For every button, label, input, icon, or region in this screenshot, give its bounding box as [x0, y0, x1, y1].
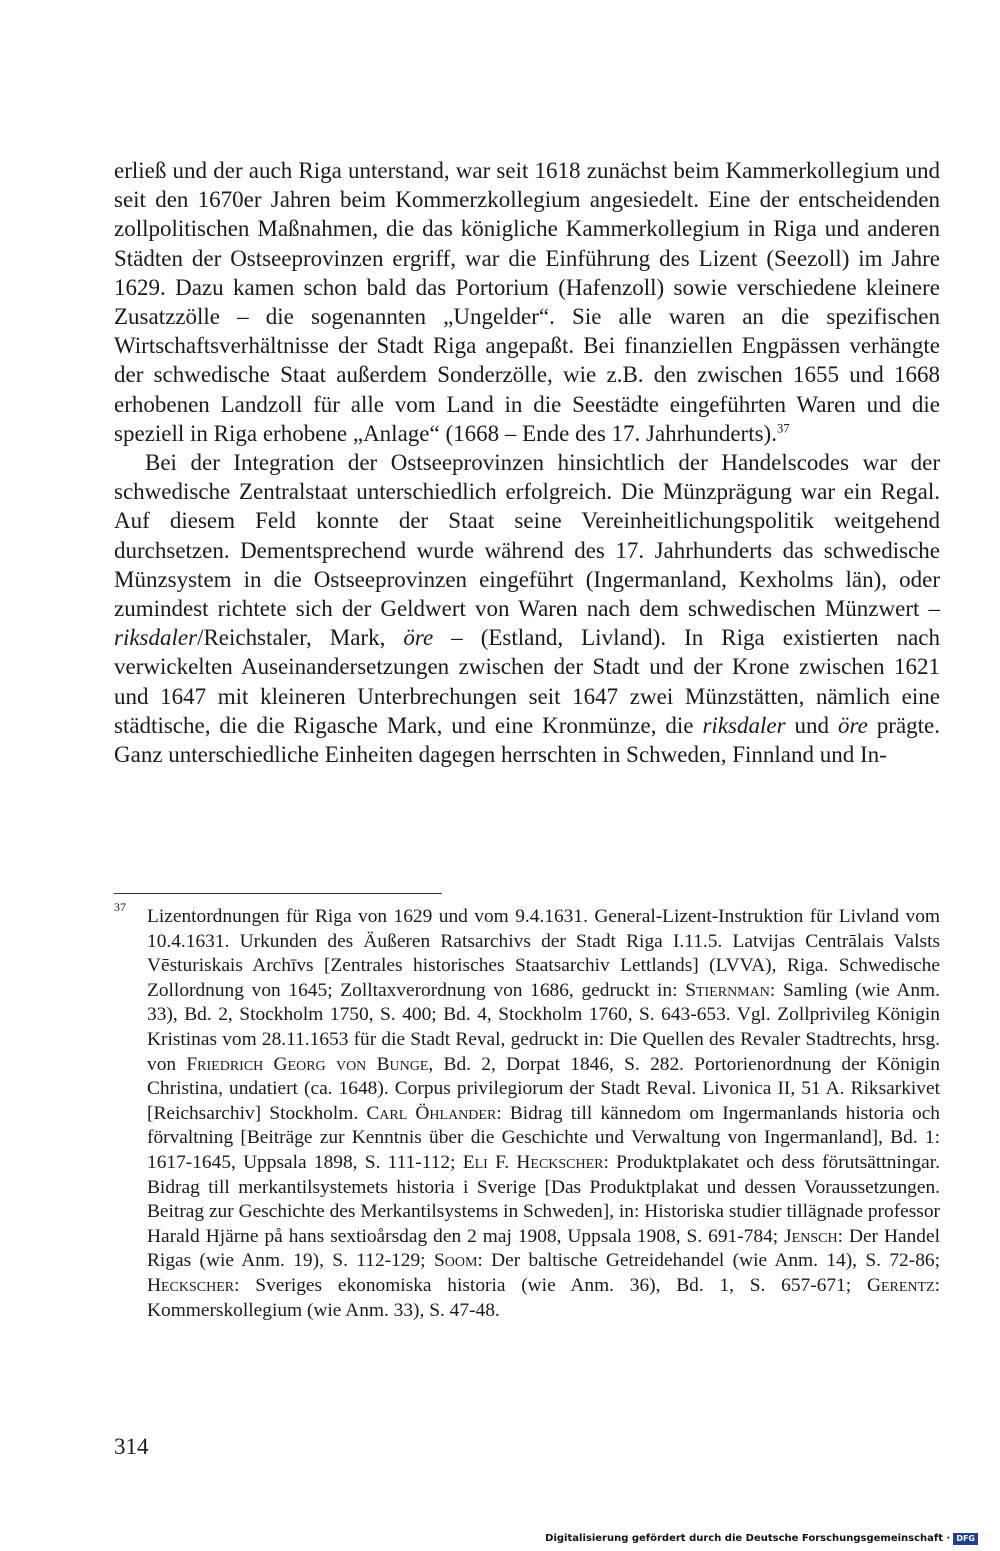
author-name: Friedrich Georg von Bunge	[186, 1053, 429, 1075]
footnote-reference[interactable]: 37	[776, 421, 790, 436]
paragraph-1: erließ und der auch Riga unterstand, war seit 1618 zunächst beim Kammerkollegium und seit den 1670er Jahren beim Kommerzkollegium angesiedelt. Eine der entscheidenden zollpolitischen Maßnahmen, die das königliche Kammerkollegium in Riga und anderen Städten der Ostseeprovinzen ergriff, war die Einführung des Lizent (Seezoll) im Jahre 1629. Dazu kamen schon bald das Portorium (Hafenzoll) sowie verschiedene kleinere Zusatzzölle – die sogenannten „Ungelder“. Sie alle waren an die spezifischen Wirtschaftsverhältnisse der Stadt Riga angepaßt. Bei finanziellen Engpässen verhängte der schwedische Staat außerdem Sonderzölle, wie z.B. den zwischen 1655 und 1668 erhobenen Landzoll für alle vom Land in die Seestädte eingeführten Waren und die speziell in Riga erhobene „Anlage“ (1668 – Ende des 17. Jahrhunderts).$^{37}$	[114, 158, 940, 446]
author-name: Gerentz	[866, 1274, 935, 1296]
paragraph-2: Bei der Integration der Ostseeprovinzen hinsichtlich der Handelscodes war der schwedische Zentralstaat unterschiedlich erfolgreich. Die Münzprägung war ein Regal. Auf diesem Feld konnte der Staat seine Vereinheitlichungspolitik weitgehend durchsetzen. Dementsprechend wurde während des 17. Jahrhunderts das schwedische Münzsystem in die Ostseeprovinzen eingeführt (Ingermanland, Kexholms län), oder zumindest richtete sich der Geldwert von Waren nach dem schwedischen Münzwert – riksdaler/Reichstaler, Mark, öre – (Estland, Livland). In Riga existierten nach verwickelten Auseinandersetzungen zwischen der Stadt und der Krone zwischen 1621 und 1647 mit kleineren Unterbrechungen seit 1647 zwei Münzstätten, nämlich eine städtische, die die Rigasche Mark, und eine Kronmünze, die riksdaler und öre prägte. Ganz unterschiedliche Einheiten dagegen herrschten in Schweden, Finnland und In-	[114, 450, 940, 768]
credit-text: Digitalisierung gefördert durch die Deutsche Forschungsgemeinschaft ·	[545, 1533, 951, 1544]
author-name: Eli F. Heckscher	[462, 1151, 604, 1173]
footnote-number: 37	[114, 900, 126, 914]
footnote-divider	[114, 893, 442, 894]
footnote-37	[114, 900, 941, 1323]
term-riksdaler: riksdaler	[114, 625, 198, 651]
term-ore: öre	[403, 625, 434, 651]
dfg-logo-icon: DFG	[953, 1533, 978, 1545]
footnote-text: Lizentordnungen für Riga von 1629 und vom 9.4.1631. General-Lizent-Instruktion für Livland vom 10.4.1631. Urkunden des Äußeren Ratsarchivs der Stadt Riga I.11.5. Latvijas Centrālais Valsts Vēsturiskais Archīvs [Zentrales historisches Staatsarchiv Lettlands] (LVVA), Riga. Schwedische Zollordnung von 1645; Zolltaxverordnung von 1686, gedruckt in: Stiernman: Samling (wie Anm. 33), Bd. 2, Stockholm 1750, S. 400; Bd. 4, Stockholm 1760, S. 643-653. Vgl. Zollprivileg Königin Kristinas vom 28.11.1653 für die Stadt Reval, gedruckt in: Die Quellen des Revaler Stadtrechts, hrsg. von Friedrich Georg von Bunge, Bd. 2, Dorpat 1846, S. 282. Portorienordnung der Königin Christina, undatiert (ca. 1648). Corpus privilegiorum der Stadt Reval. Livonica II, 51 A. Riksarkivet [Reichsarchiv] Stockholm. Carl Öhlander: Bidrag till kännedom om Ingermanlands historia och förvaltning [Beiträge zur Kenntnis über die Geschichte und Verwaltung von Ingermanland], Bd. 1: 1617-1645, Uppsala 1898, S. 111-112; Eli F. Heckscher: Produktplakatet och dess förutsättningar. Bidrag till merkantilsystemets historia i Sverige [Das Produktplakat und dessen Voraussetzungen. Beitrag zur Geschichte des Merkantilsystems in Schweden], in: Historiska studier tillägnade professor Harald Hjärne på hans sextioårsdag den 2 maj 1908, Uppsala 1908, S. 691-784; Jensch: Der Handel Rigas (wie Anm. 19), S. 112-129; Soom: Der baltische Getreidehandel (wie Anm. 14), S. 72-86; Heckscher: Sveriges ekonomiska historia (wie Anm. 36), Bd. 1, S. 657-671; Gerentz: Kommerskollegium (wie Anm. 33), S. 47-48.	[147, 906, 941, 1321]
author-name: Stiernman	[685, 979, 770, 1001]
digitization-credit	[545, 1533, 978, 1545]
main-text	[114, 156, 940, 769]
author-name: Soom	[433, 1250, 478, 1272]
author-name: Heckscher	[147, 1274, 235, 1296]
term-ore: öre	[838, 712, 868, 738]
author-name: Jensch	[784, 1225, 838, 1247]
term-riksdaler: riksdaler	[702, 712, 786, 738]
page-number: 314	[114, 1434, 149, 1459]
author-name: Carl Öhlander	[366, 1102, 497, 1124]
